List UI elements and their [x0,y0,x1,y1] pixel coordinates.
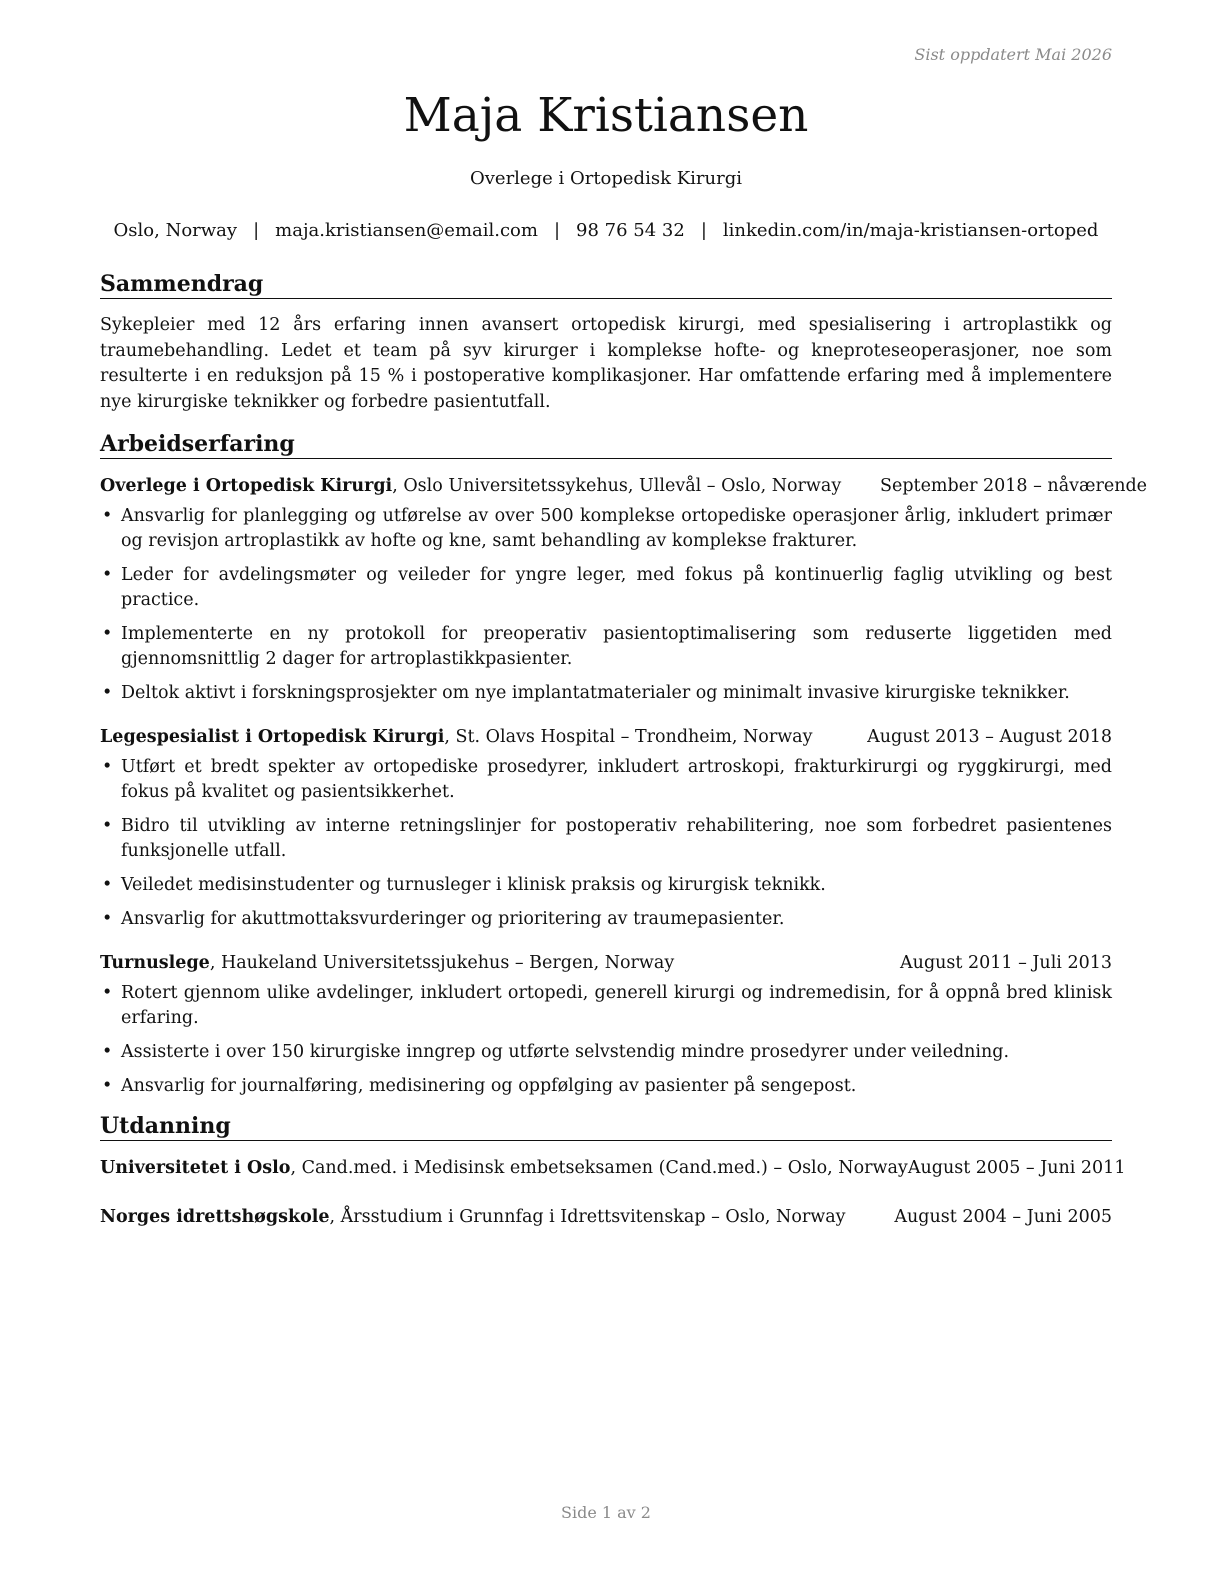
candidate-name: Maja Kristiansen [403,88,809,143]
summary-section [100,270,1112,415]
job-entry [100,951,1112,1099]
degree-details: , Årsstudium i Grunnfag i Idrettsvitenskap – Oslo, Norway [329,1207,846,1227]
job-title: Legespesialist i Ortopedisk Kirurgi [100,727,445,747]
degree-details: , Cand.med. i Medisinsk embetseksamen (Cand.med.) – Oslo, Norway [290,1158,908,1178]
list-item: • Assisterte i over 150 kirurgiske inngrep og utførte selvstendig mindre prosedyrer under veiledning. [100,1040,1112,1065]
job-dates: August 2011 – Juli 2013 [900,953,1112,973]
job-title: Overlege i Ortopedisk Kirurgi [100,476,393,496]
contact-line [100,220,1112,241]
education-section [100,1112,1126,1230]
summary-text: Sykepleier med 12 års erfaring innen avansert ortopedisk kirurgi, med spesialisering i artroplastikk og traumebehandling. Ledet et team på syv kirurger i komplekse hofte- og kneproteseoperasjoner, noe som resulterte i en reduksjon på 15 % i postoperative komplikasjoner. Har omfattende erfaring med å implementere nye kirurgiske teknikker og forbedre pasientutfall. [100,315,1112,412]
list-item: • Leder for avdelingsmøter og veileder for yngre leger, med fokus på kontinuerlig faglig utvikling og best practice. [100,563,1112,613]
education-entry [100,1205,1112,1230]
job-entry [100,725,1112,932]
job-dates: September 2018 – nåværende [880,476,1148,496]
school-name: Norges idrettshøgskole [100,1207,330,1227]
job-header [100,725,1112,750]
section-title-education: Utdanning [100,1112,1112,1141]
contact-phone: 98 76 54 32 [576,220,685,241]
job-header [100,951,1112,976]
education-dates: August 2005 – Juni 2011 [907,1158,1126,1178]
list-item: • Deltok aktivt i forskningsprosjekter om nye implantatmaterialer og minimalt invasive kirurgiske teknikker. [100,681,1112,706]
contact-separator: | [700,220,707,241]
education-dates: August 2004 – Juni 2005 [894,1207,1112,1227]
job-details: , Haukeland Universitetssjukehus – Bergen, Norway [209,953,675,973]
resume-page [100,0,1148,1584]
list-item: • Implementerte en ny protokoll for preoperativ pasientoptimalisering som reduserte liggetiden med gjennomsnittlig 2 dager for artroplastikkpasienter. [100,622,1112,672]
contact-separator: | [253,220,260,241]
list-item: • Utført et bredt spekter av ortopediske prosedyrer, inkludert artroskopi, frakturkirurgi og ryggkirurgi, med fokus på kvalitet og pasientsikkerhet. [100,755,1112,805]
section-title-experience: Arbeidserfaring [100,430,1112,459]
job-details: , Oslo Universitetssykehus, Ullevål – Oslo, Norway [392,476,842,496]
job-title: Turnuslege [100,953,210,973]
job-details: , St. Olavs Hospital – Trondheim, Norway [444,727,813,747]
job-bullets [100,981,1112,1099]
list-item: • Bidro til utvikling av interne retningslinjer for postoperativ rehabilitering, noe som forbedret pasientenes funksjonelle utfall. [100,814,1112,864]
school-name: Universitetet i Oslo [100,1158,291,1178]
list-item: • Veiledet medisinstudenter og turnusleger i klinisk praksis og kirurgisk teknikk. [100,873,1112,898]
page-number: Side 1 av 2 [561,1503,651,1522]
list-item: • Ansvarlig for journalføring, medisinering og oppfølging av pasienter på sengepost. [100,1074,1112,1099]
contact-location: Oslo, Norway [113,220,238,241]
contact-linkedin[interactable]: linkedin.com/in/maja-kristiansen-ortoped [722,220,1099,241]
section-title-summary: Sammendrag [100,270,1112,299]
job-header [100,474,1148,499]
education-header [100,1205,1112,1230]
contact-separator: | [553,220,561,241]
list-item: • Ansvarlig for akuttmottaksvurderinger og prioritering av traumepasienter. [100,907,1112,932]
last-updated: Sist oppdatert Mai 2026 [914,45,1112,64]
job-entry [100,474,1148,706]
contact-email[interactable]: maja.kristiansen@email.com [275,220,538,241]
list-item: • Rotert gjennom ulike avdelinger, inkludert ortopedi, generell kirurgi og indremedisin, for å oppnå bred klinisk erfaring. [100,981,1112,1031]
list-item: • Ansvarlig for planlegging og utførelse av over 500 komplekse ortopediske operasjoner årlig, inkludert primær og revisjon artroplastikk av hofte og kne, samt behandling av komplekse frakturer. [100,504,1112,554]
education-header [100,1156,1126,1181]
job-bullets [100,755,1112,932]
candidate-role: Overlege i Ortopedisk Kirurgi [469,168,742,189]
education-entry [100,1156,1126,1181]
experience-section [100,430,1148,1108]
job-bullets [100,504,1112,706]
job-dates: August 2013 – August 2018 [867,727,1112,747]
